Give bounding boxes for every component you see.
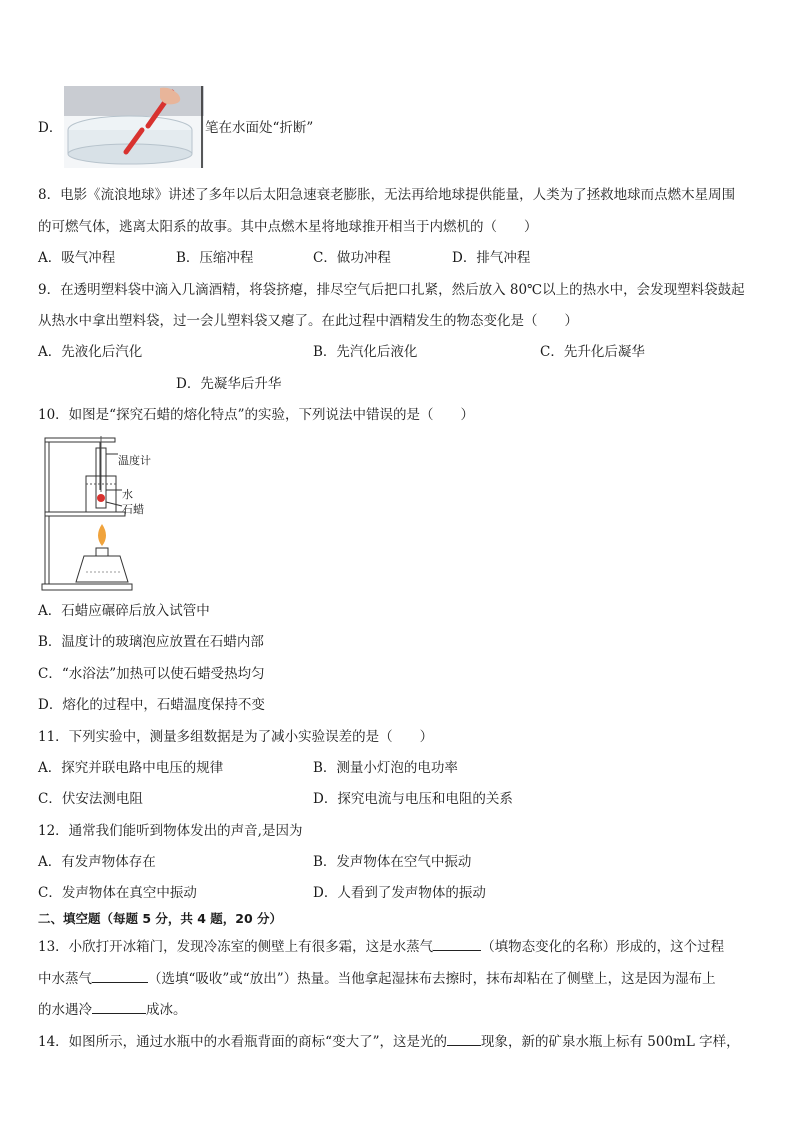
q9-option-d: D．先凝华后升华 [176,376,282,392]
q11-option-b: B．测量小灯泡的电功率 [313,760,458,776]
q8-stem-line1: 8．电影《流浪地球》讲述了多年以后太阳急速衰老膨胀，无法再给地球提供能量，人类为了拯救地球而点燃木星周围 [38,187,736,203]
q10-stem: 10．如图是“探究石蜡的熔化特点”的实验，下列说法中错误的是（ ） [38,407,474,423]
q10-option-c: C．“水浴法”加热可以使石蜡受热均匀 [38,666,265,682]
q8-option-c: C．做功冲程 [313,250,391,266]
q12-option-d: D．人看到了发声物体的振动 [313,885,486,901]
q10-option-b: B．温度计的玻璃泡应放置在石蜡内部 [38,634,264,650]
q9-stem-line1: 9．在透明塑料袋中滴入几滴酒精，将袋挤瘪，排尽空气后把口扎紧，然后放入 80℃以上的热水中，会发现塑料袋鼓起 [38,282,745,298]
q10-option-a: A．石蜡应碾碎后放入试管中 [38,603,210,619]
q13-line2-start: 中水蒸气 [38,971,92,987]
q14-line1-start: 14．如图所示，通过水瓶中的水看瓶背面的商标“变大了”，这是光的 [38,1034,447,1050]
q11-stem: 11．下列实验中，测量多组数据是为了减小实验误差的是（ ） [38,729,434,745]
pencil-in-water-photo [64,86,204,168]
q13-line3 [38,999,187,1019]
q13-blank-3[interactable] [92,999,146,1014]
q8-stem-line2: 的可燃气体，逃离太阳系的故事。其中点燃木星将地球推开相当于内燃机的（ ） [38,219,538,235]
q13-line1-start: 13．小欣打开冰箱门，发现冷冻室的侧壁上有很多霜，这是水蒸气 [38,939,434,955]
figure-label-water: 水 [122,488,133,501]
q12-option-a: A．有发声物体存在 [38,854,156,870]
q8-option-d: D．排气冲程 [452,250,531,266]
q7-option-d-label: D． [38,120,63,136]
q11-option-a: A．探究并联电路中电压的规律 [38,760,224,776]
q8-option-b: B．压缩冲程 [176,250,254,266]
q11-option-c: C．伏安法测电阻 [38,791,143,807]
q11-option-d: D．探究电流与电压和电阻的关系 [313,791,513,807]
q8-option-a: A．吸气冲程 [38,250,116,266]
q13-line1-end: （填物态变化的名称）形成的，这个过程 [481,939,725,955]
q13-blank-2[interactable] [92,968,148,983]
q14-line1-end: 现象，新的矿泉水瓶上标有 500mL 字样， [480,1034,740,1050]
q12-option-b: B．发声物体在空气中振动 [313,854,472,870]
figure-label-thermometer: 温度计 [118,454,151,467]
q14-line1 [38,1031,740,1051]
q7-option-d-caption: 笔在水面处“折断” [205,120,314,136]
q13-blank-1[interactable] [433,936,481,951]
figure-label-wax: 石蜡 [122,503,144,516]
section-fill-in-title: 二、填空题（每题 5 分，共 4 题，20 分） [38,911,283,926]
q12-stem: 12．通常我们能听到物体发出的声音,是因为 [38,823,303,839]
q13-line2-end: （选填“吸收”或“放出”）热量。当他拿起湿抹布去擦时，抹布却粘在了侧壁上，这是因为湿布上 [148,971,716,987]
q13-line2 [38,968,716,988]
q14-blank-1[interactable] [447,1031,481,1046]
q13-line3-end: 成冰。 [146,1002,187,1018]
q9-option-b: B．先汽化后液化 [313,344,418,360]
q13-line1 [38,936,724,956]
q10-option-d: D．熔化的过程中，石蜡温度保持不变 [38,697,265,713]
q12-option-c: C．发声物体在真空中振动 [38,885,197,901]
q9-stem-line2: 从热水中拿出塑料袋，过一会儿塑料袋又瘪了。在此过程中酒精发生的物态变化是（ ） [38,313,578,329]
q9-option-a: A．先液化后汽化 [38,344,143,360]
q13-line3-start: 的水遇冷 [38,1002,92,1018]
q9-option-c: C．先升化后凝华 [540,344,645,360]
